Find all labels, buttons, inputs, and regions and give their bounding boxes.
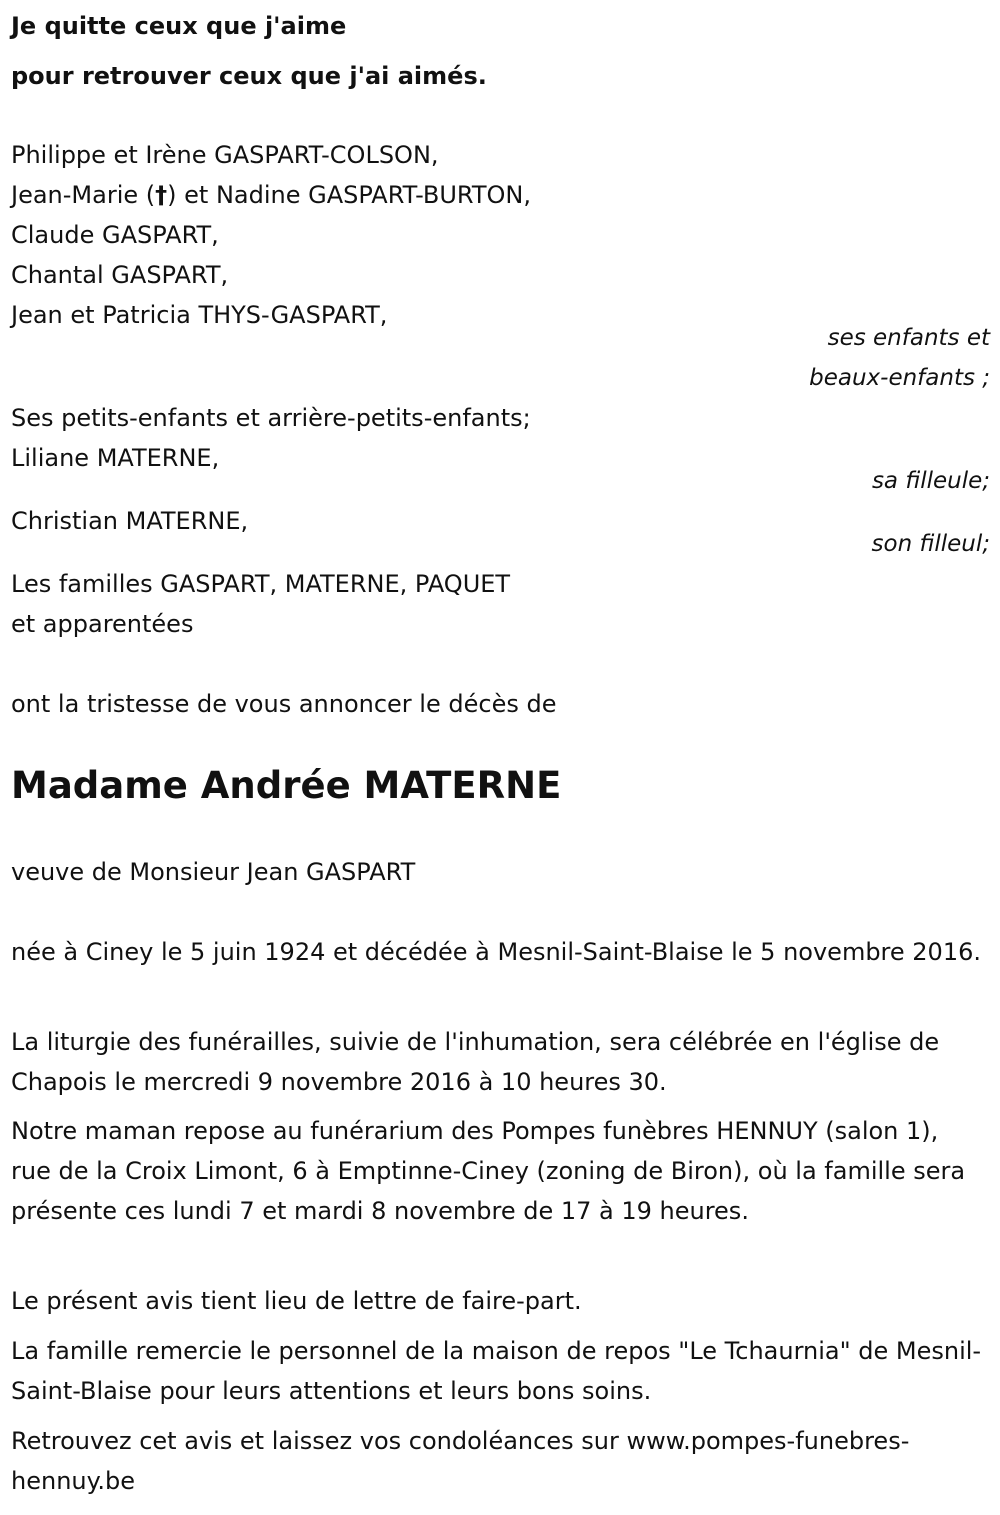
grandchildren: Ses petits-enfants et arrière-petits-enfants; [11, 404, 531, 432]
family-member-2-post: ) et Nadine GASPART-BURTON, [167, 181, 531, 209]
role-children-line-1: ses enfants et [827, 325, 990, 351]
family-member-2-pre: Jean-Marie ( [11, 181, 156, 209]
thanks-paragraph: La famille remercie le personnel de la maison de repos "Le Tchaurnia" de Mesnil-Saint-Blaise pour leurs attentions et leurs bons soins. [11, 1337, 982, 1405]
online-condolences-paragraph: Retrouvez cet avis et laissez vos condoléances sur www.pompes-funebres-hennuy.be [11, 1427, 910, 1495]
birth-death-paragraph: née à Ciney le 5 juin 1924 et décédée à Mesnil-Saint-Blaise le 5 novembre 2016. [11, 938, 981, 966]
notice-paragraph: Le présent avis tient lieu de lettre de faire-part. [11, 1287, 582, 1315]
widow-of: veuve de Monsieur Jean GASPART [11, 858, 416, 886]
cross-icon: † [155, 181, 168, 209]
families-line-2: et apparentées [11, 610, 194, 638]
role-goddaughter: sa filleule; [871, 468, 990, 494]
family-member-4: Chantal GASPART, [11, 261, 229, 289]
liturgy-paragraph: La liturgie des funérailles, suivie de l'inhumation, sera célébrée en l'église de Chapois le mercredi 9 novembre 2016 à 10 heures 30. [11, 1028, 940, 1096]
poem-line-2: pour retrouver ceux que j'ai aimés. [11, 62, 487, 90]
family-member-2 [11, 175, 531, 215]
role-children-line-2: beaux-enfants ; [809, 365, 990, 391]
family-member-1: Philippe et Irène GASPART-COLSON, [11, 141, 439, 169]
family-member-3: Claude GASPART, [11, 221, 219, 249]
family-member-5: Jean et Patricia THYS-GASPART, [11, 301, 388, 329]
role-godson: son filleul; [871, 531, 990, 557]
funerarium-paragraph: Notre maman repose au funérarium des Pompes funèbres HENNUY (salon 1), rue de la Croix Limont, 6 à Emptinne-Ciney (zoning de Biron), où la famille sera présente ces lundi 7 et mardi 8 novembre de 17 à 19 heures. [11, 1117, 966, 1225]
goddaughter-name: Liliane MATERNE, [11, 444, 220, 472]
poem-line-1: Je quitte ceux que j'aime [11, 12, 347, 40]
announcement: ont la tristesse de vous annoncer le décès de [11, 690, 557, 718]
deceased-name: Madame Andrée MATERNE [11, 764, 562, 807]
families-line-1: Les familles GASPART, MATERNE, PAQUET [11, 570, 511, 598]
godson-name: Christian MATERNE, [11, 507, 249, 535]
